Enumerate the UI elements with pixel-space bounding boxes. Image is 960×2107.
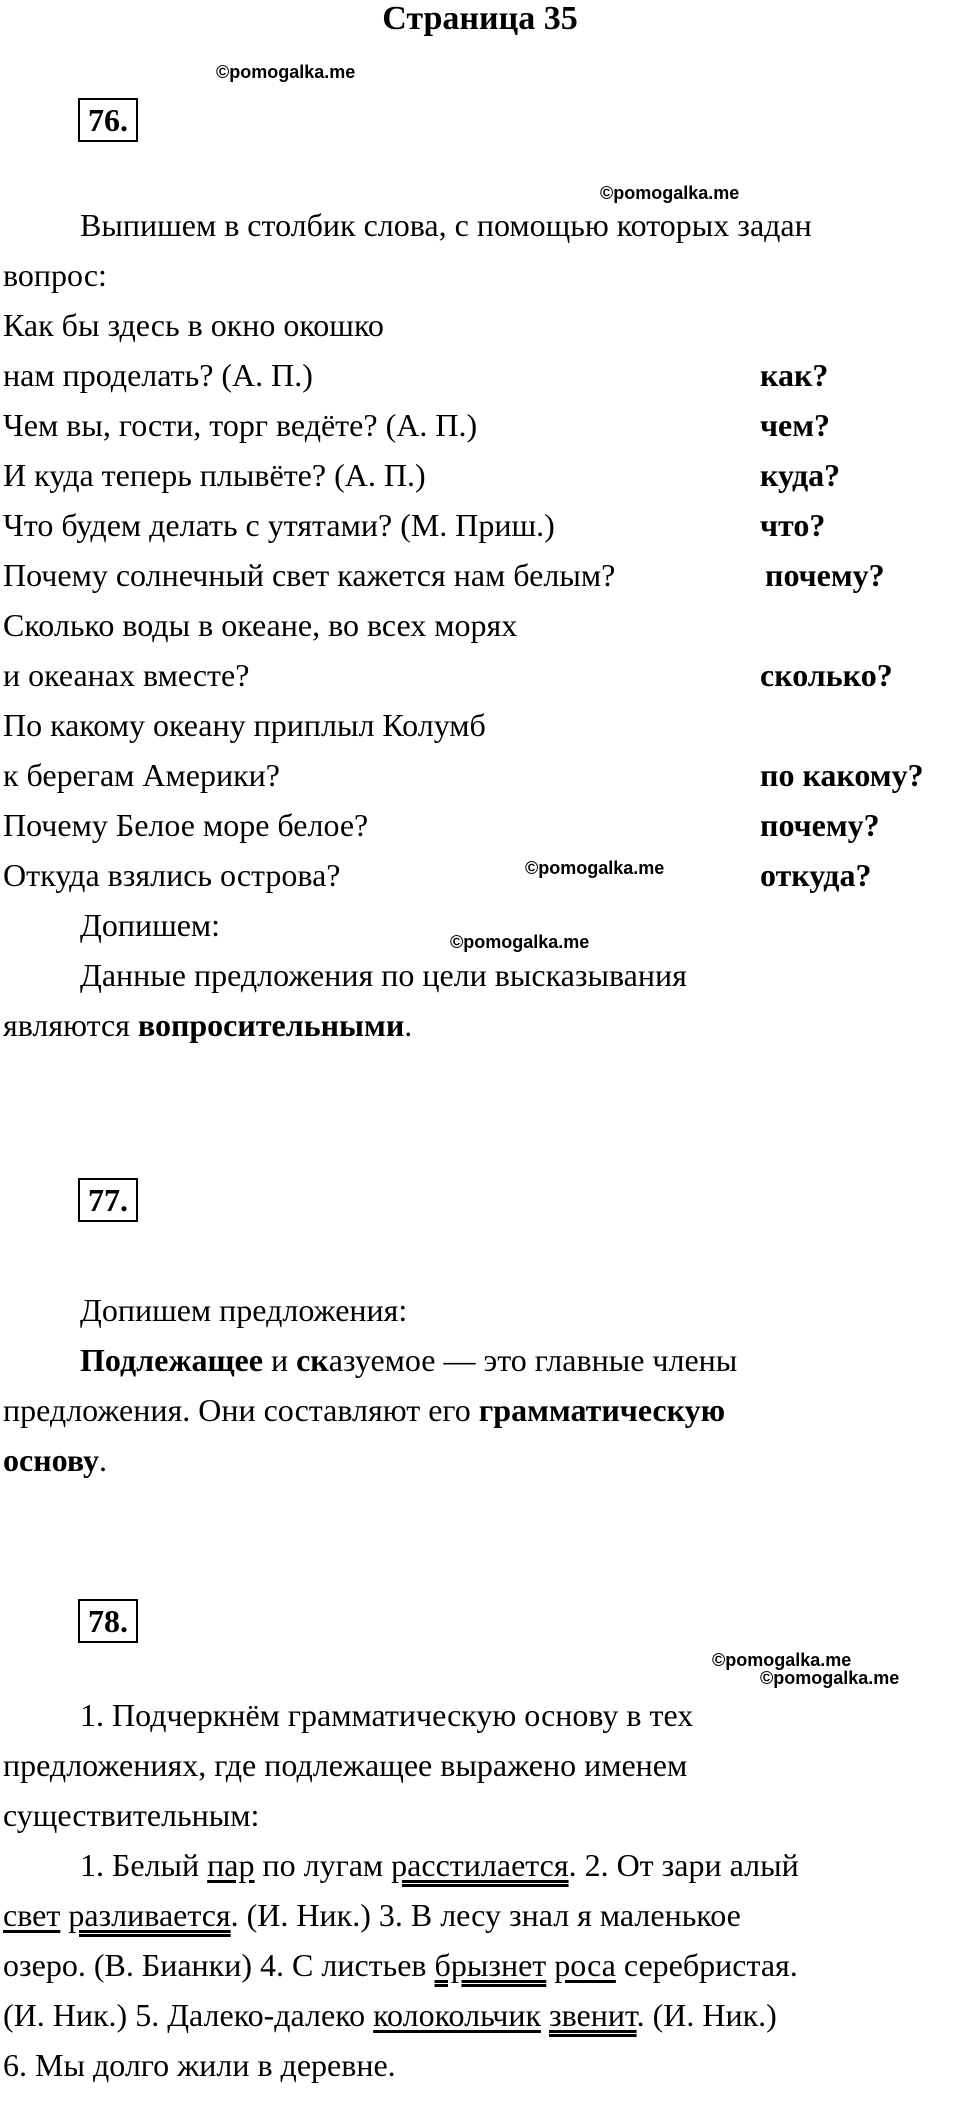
exercise-78-task: 1. Подчеркнём грамматическую основу в тех bbox=[80, 1697, 694, 1733]
page-title: Страница 35 bbox=[382, 0, 578, 37]
bold-term: ск bbox=[296, 1342, 329, 1378]
answer-word: почему? bbox=[760, 807, 880, 843]
question-line: к берегам Америки? bbox=[3, 757, 280, 793]
bold-term: вопросительными bbox=[137, 1007, 405, 1043]
exercise-number-77: 77. bbox=[78, 1178, 138, 1222]
answer-word: чем? bbox=[760, 407, 831, 443]
text: предложения. Они составляют его bbox=[3, 1392, 479, 1428]
question-line: Чем вы, гости, торг ведёте? (А. П.) bbox=[3, 407, 478, 443]
question-line: Почему солнечный свет кажется нам белым? bbox=[3, 557, 616, 593]
sentence-line bbox=[80, 1840, 799, 1890]
sentence-line: 6. Мы долго жили в деревне. bbox=[3, 2047, 396, 2083]
conclusion-line: Данные предложения по цели высказывания bbox=[80, 957, 687, 993]
bold-term: грамматическую bbox=[478, 1392, 726, 1428]
text: озеро. (В. Бианки) 4. С листьев bbox=[3, 1947, 435, 1983]
conclusion-line-2 bbox=[3, 1000, 412, 1050]
question-line: Сколько воды в океане, во всех морях bbox=[3, 607, 518, 643]
sentence-line bbox=[3, 1990, 777, 2040]
text bbox=[541, 1997, 549, 2033]
sentence-line bbox=[3, 1940, 798, 1990]
subject-word: колокольчик bbox=[373, 1997, 541, 2033]
watermark: ©pomogalka.me bbox=[450, 932, 590, 952]
exercise-78-task-cont: предложениях, где подлежащее выражено именем bbox=[3, 1747, 688, 1783]
exercise-78-task-cont: существительным: bbox=[3, 1797, 260, 1833]
predicate-word: разливается bbox=[68, 1897, 231, 1933]
question-line: Как бы здесь в окно окошко bbox=[3, 307, 384, 343]
exercise-77-line-3 bbox=[3, 1435, 107, 1485]
exercise-77-line-2 bbox=[3, 1385, 725, 1435]
exercise-number-78: 78. bbox=[78, 1599, 138, 1643]
text: . 2. От зари алый bbox=[568, 1847, 799, 1883]
answer-word: почему? bbox=[765, 557, 885, 593]
question-line: и океанах вместе? bbox=[3, 657, 250, 693]
exercise-number-76: 76. bbox=[78, 98, 138, 142]
text: . (И. Ник.) 3. В лесу знал я маленькое bbox=[230, 1897, 741, 1933]
exercise-77-intro: Допишем предложения: bbox=[80, 1292, 408, 1328]
bold-term: Подлежащее bbox=[80, 1342, 263, 1378]
exercise-76-intro: Выпишем в столбик слова, с помощью которых задан bbox=[80, 207, 812, 243]
text: . bbox=[404, 1007, 413, 1043]
exercise-76-intro-cont: вопрос: bbox=[3, 257, 107, 293]
answer-word: по какому? bbox=[760, 757, 924, 793]
watermark: ©pomogalka.me bbox=[712, 1650, 852, 1670]
answer-word: сколько? bbox=[760, 657, 893, 693]
text: и bbox=[262, 1342, 297, 1378]
sentence-line bbox=[3, 1890, 741, 1940]
watermark: ©pomogalka.me bbox=[760, 1668, 900, 1688]
answer-word: что? bbox=[760, 507, 826, 543]
question-line: По какому океану приплыл Колумб bbox=[3, 707, 486, 743]
answer-word: как? bbox=[760, 357, 829, 393]
subject-word: пар bbox=[207, 1847, 255, 1883]
subject-word: роса bbox=[554, 1947, 616, 1983]
text: по лугам bbox=[254, 1847, 392, 1883]
question-line: И куда теперь плывёте? (А. П.) bbox=[3, 457, 426, 493]
question-line: Что будем делать с утятами? (М. Приш.) bbox=[3, 507, 555, 543]
text: азуемое — это главные члены bbox=[328, 1342, 738, 1378]
predicate-word: брызнет bbox=[434, 1947, 547, 1983]
watermark: ©pomogalka.me bbox=[525, 858, 665, 878]
text: . bbox=[99, 1442, 108, 1478]
question-line: Откуда взялись острова? bbox=[3, 857, 341, 893]
watermark: ©pomogalka.me bbox=[216, 62, 356, 82]
addendum-label: Допишем: bbox=[80, 907, 221, 943]
answer-word: откуда? bbox=[760, 857, 872, 893]
subject-word: свет bbox=[3, 1897, 61, 1933]
exercise-77-line-1 bbox=[80, 1335, 737, 1385]
question-line: Почему Белое море белое? bbox=[3, 807, 369, 843]
text: являются bbox=[3, 1007, 138, 1043]
watermark: ©pomogalka.me bbox=[600, 183, 740, 203]
predicate-word: расстилается bbox=[391, 1847, 569, 1883]
question-line: нам проделать? (А. П.) bbox=[3, 357, 313, 393]
text: серебристая. bbox=[615, 1947, 798, 1983]
text: . (И. Ник.) bbox=[636, 1997, 777, 2033]
text: 1. Белый bbox=[80, 1847, 208, 1883]
text: (И. Ник.) 5. Далеко-далеко bbox=[3, 1997, 374, 2033]
predicate-word: звенит bbox=[548, 1997, 637, 2033]
bold-term: основу bbox=[3, 1442, 100, 1478]
answer-word: куда? bbox=[760, 457, 841, 493]
